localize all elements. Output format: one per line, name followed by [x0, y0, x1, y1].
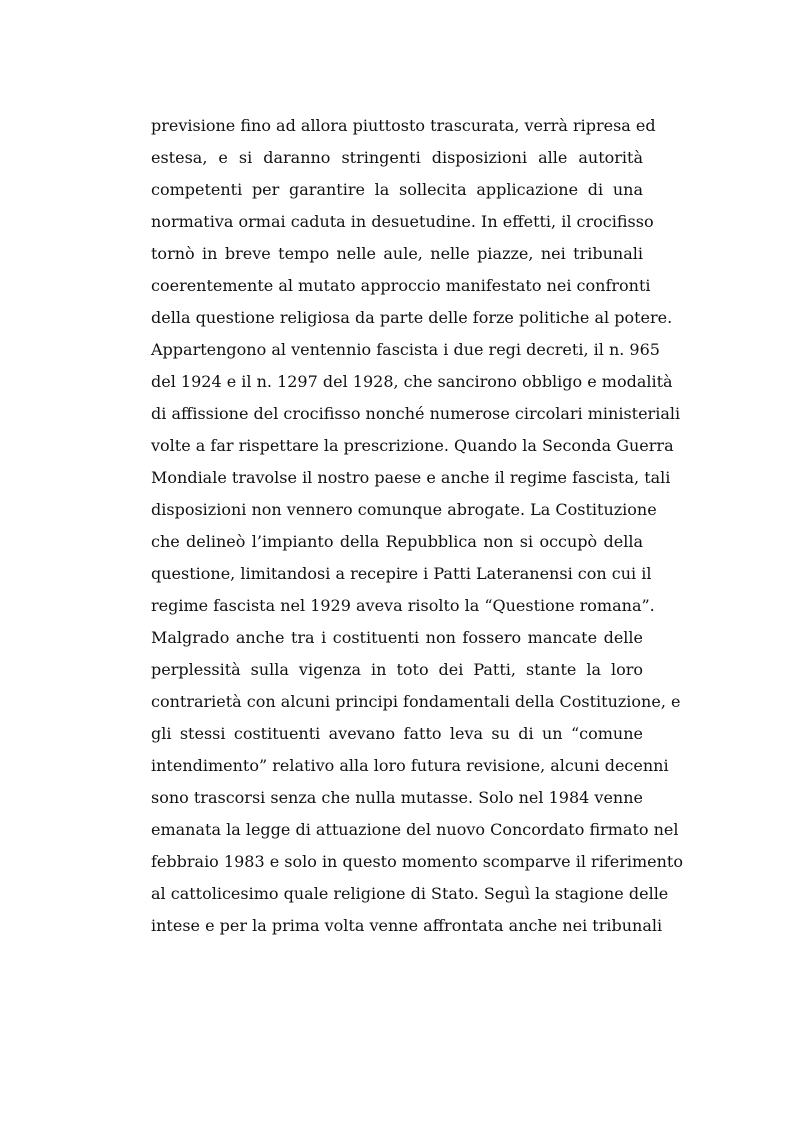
- text-line: competenti per garantire la sollecita applicazione di una: [151, 180, 643, 199]
- text-line: volte a far rispettare la prescrizione. Quando la Seconda Guerra: [151, 436, 674, 455]
- text-line: questione, limitandosi a recepire i Patti Lateranensi con cui il: [151, 564, 652, 583]
- text-line: intese e per la prima volta venne affrontata anche nei tribunali: [151, 916, 663, 935]
- text-line: Malgrado anche tra i costituenti non fossero mancate delle: [151, 628, 643, 647]
- text-line: Mondiale travolse il nostro paese e anche il regime fascista, tali: [151, 468, 671, 487]
- body-text: [151, 110, 683, 942]
- text-line: Appartengono al ventennio fascista i due regi decreti, il n. 965: [151, 340, 660, 359]
- text-line: normativa ormai caduta in desuetudine. In effetti, il crocifisso: [151, 212, 654, 231]
- text-line: della questione religiosa da parte delle forze politiche al potere.: [151, 308, 673, 327]
- text-line: emanata la legge di attuazione del nuovo Concordato firmato nel: [151, 820, 679, 839]
- text-line: regime fascista nel 1929 aveva risolto la “Questione romana”.: [151, 596, 655, 615]
- text-line: intendimento” relativo alla loro futura revisione, alcuni decenni: [151, 756, 669, 775]
- text-line: gli stessi costituenti avevano fatto leva su di un “comune: [151, 724, 643, 743]
- text-line: del 1924 e il n. 1297 del 1928, che sancirono obbligo e modalità: [151, 372, 673, 391]
- text-line: febbraio 1983 e solo in questo momento scomparve il riferimento: [151, 852, 683, 871]
- text-line: sono trascorsi senza che nulla mutasse. Solo nel 1984 venne: [151, 788, 643, 807]
- text-line: tornò in breve tempo nelle aule, nelle piazze, nei tribunali: [151, 244, 643, 263]
- text-line: che delineò l’impianto della Repubblica non si occupò della: [151, 532, 643, 551]
- text-line: previsione fino ad allora piuttosto trascurata, verrà ripresa ed: [151, 116, 656, 135]
- text-line: di affissione del crocifisso nonché numerose circolari ministeriali: [151, 404, 681, 423]
- text-line: al cattolicesimo quale religione di Stato. Seguì la stagione delle: [151, 884, 669, 903]
- text-line: estesa, e si daranno stringenti disposizioni alle autorità: [151, 148, 643, 167]
- text-line: coerentemente al mutato approccio manifestato nei confronti: [151, 276, 651, 295]
- text-line: contrarietà con alcuni principi fondamentali della Costituzione, e: [151, 692, 681, 711]
- text-line: perplessità sulla vigenza in toto dei Patti, stante la loro: [151, 660, 643, 679]
- text-line: disposizioni non vennero comunque abrogate. La Costituzione: [151, 500, 657, 519]
